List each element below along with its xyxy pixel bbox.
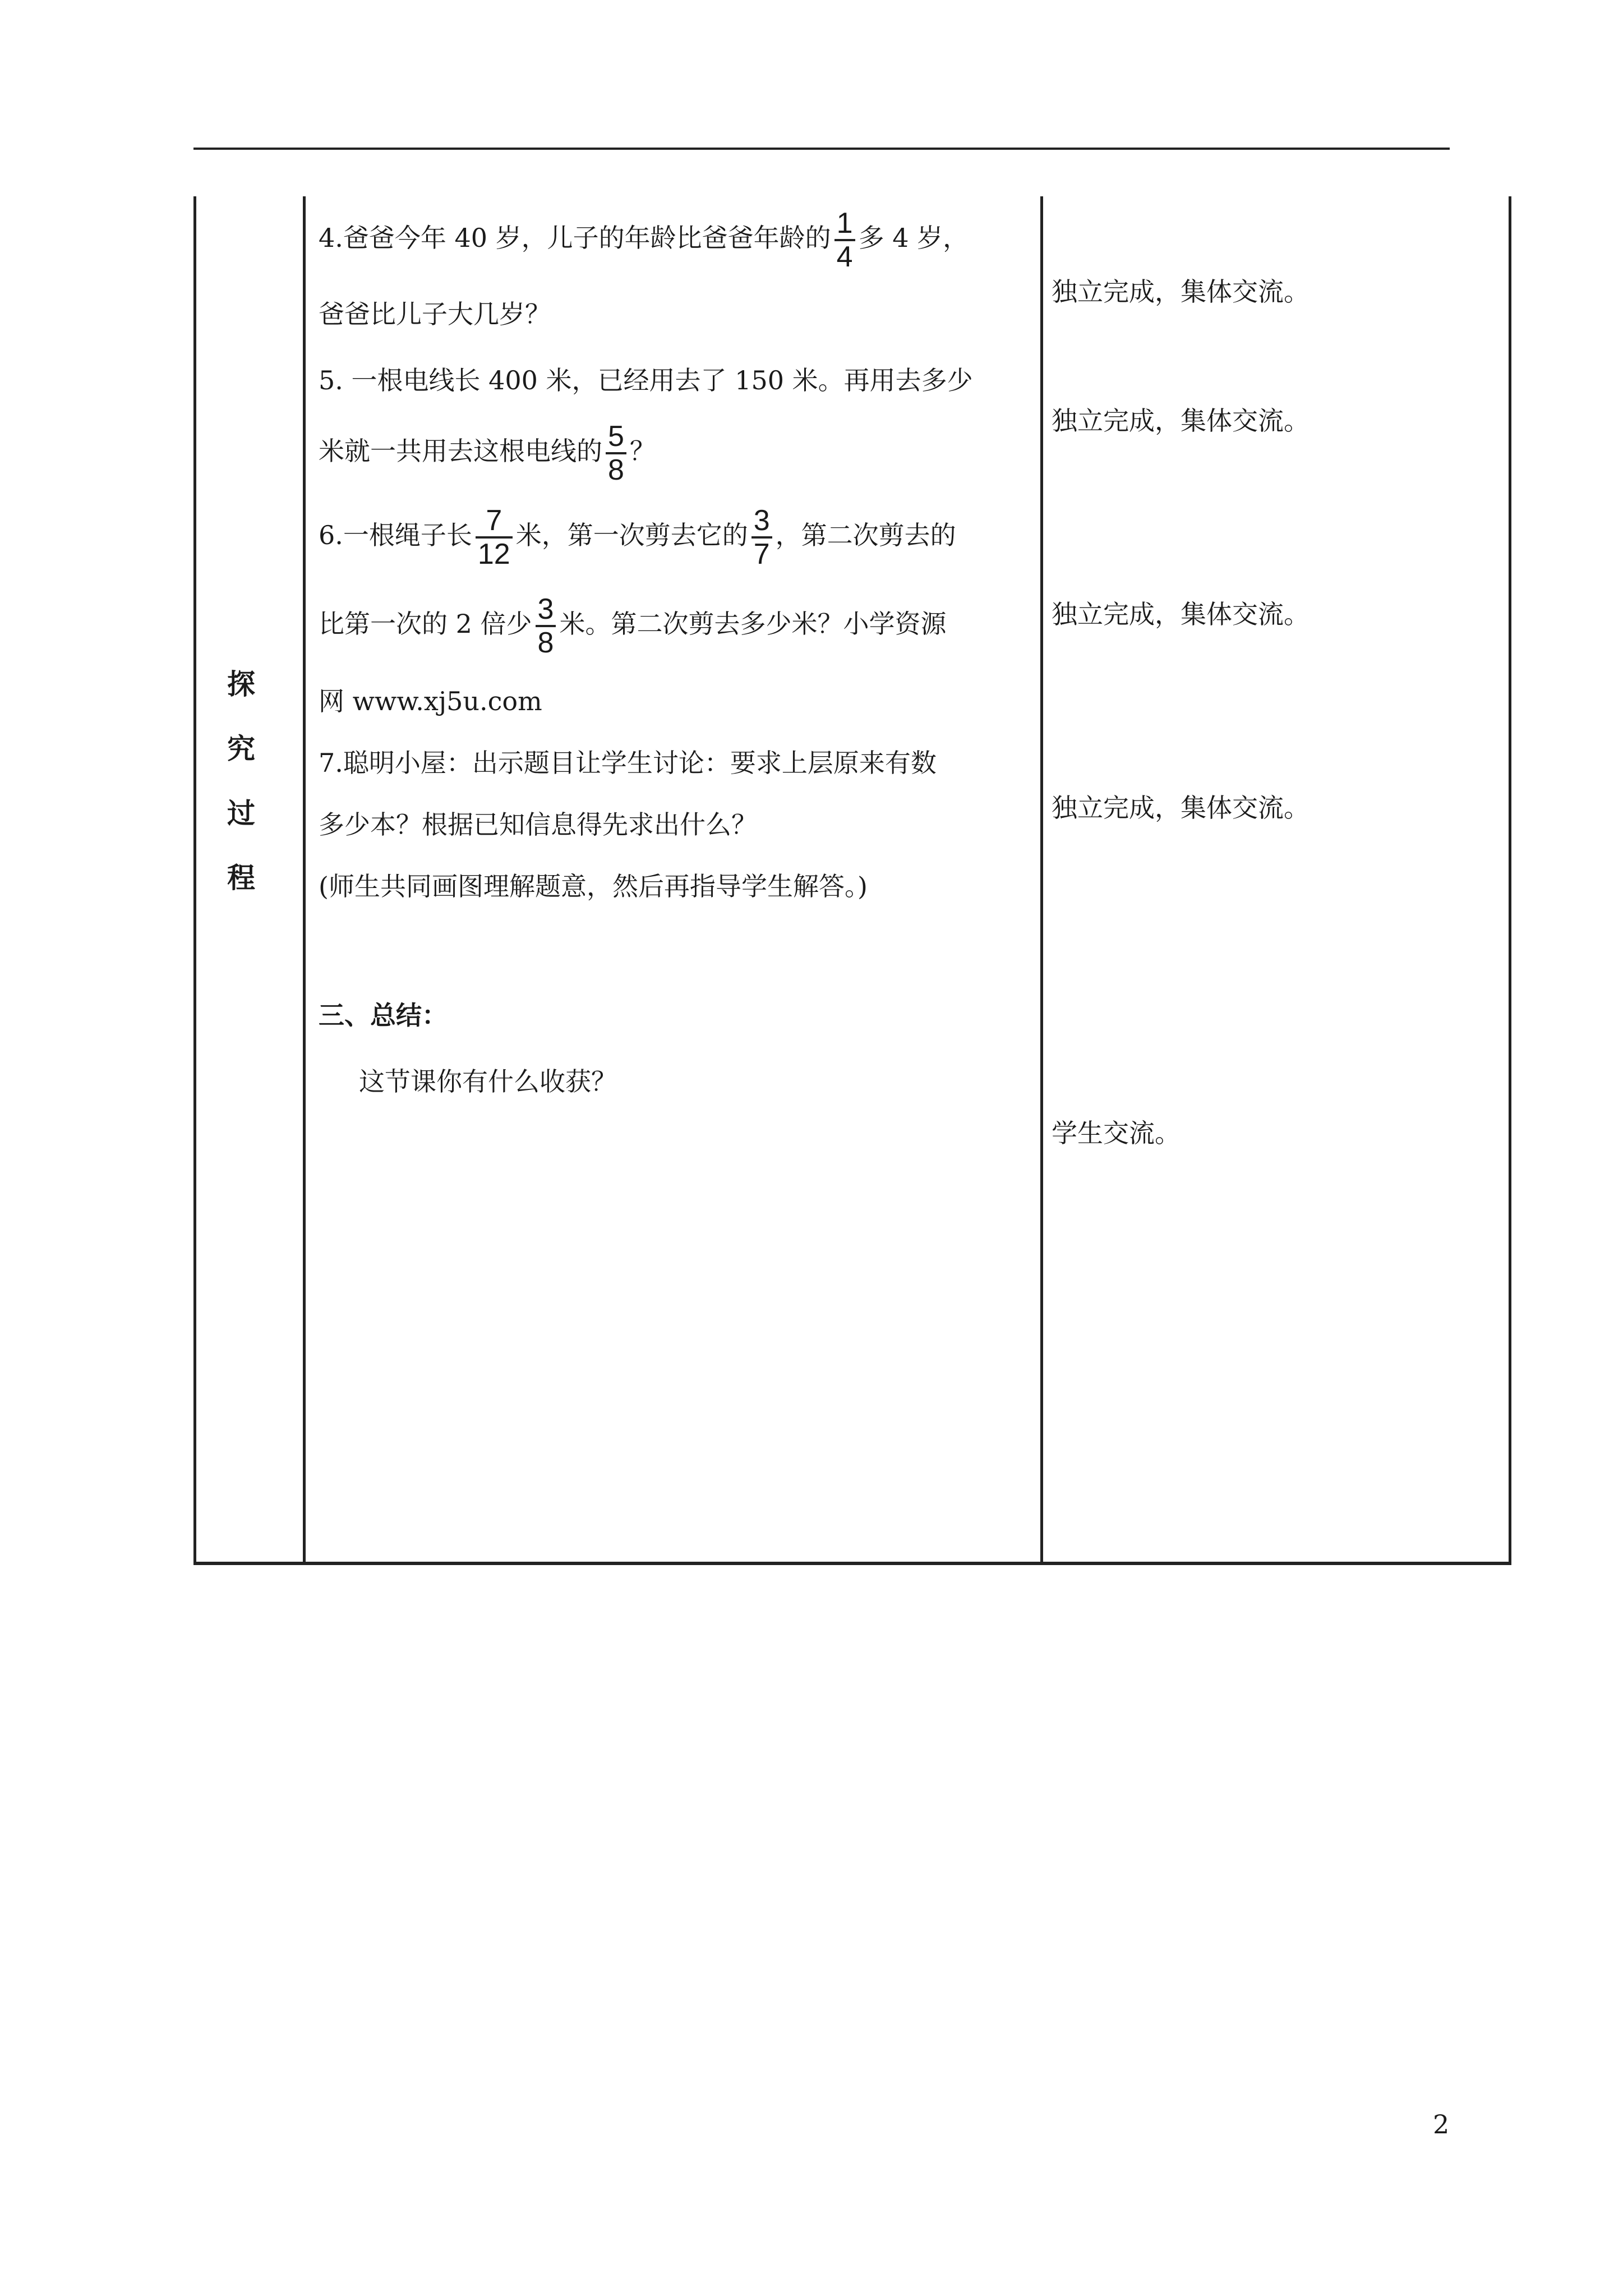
page-number: 2: [1433, 2109, 1450, 2139]
activity-problem-5: 独立完成，集体交流。: [1052, 406, 1310, 436]
activity-problem-4: 独立完成，集体交流。: [1052, 277, 1310, 307]
problem-6-line-2: [319, 593, 946, 659]
fraction-numerator: 3: [751, 505, 772, 539]
fraction-denominator: 8: [537, 627, 554, 659]
fraction-denominator: 8: [608, 454, 624, 486]
problem-5-text-b: ？: [629, 436, 656, 466]
problem-4-text-a: 4.爸爸今年 40 岁，儿子的年龄比爸爸年龄的: [319, 223, 831, 253]
fraction-denominator: 12: [477, 538, 510, 570]
fraction-three-eighths: [536, 593, 556, 659]
problem-6-line-3: 网 www.xj5u.com: [319, 686, 542, 716]
summary-heading: 三、总结：: [319, 1000, 448, 1030]
problem-4-line-2: 爸爸比儿子大几岁？: [319, 299, 551, 329]
side-label-char-1: 探: [227, 668, 255, 701]
fraction-seven-twelfths: [476, 505, 513, 570]
fraction-three-sevenths: [751, 505, 772, 570]
column-divider-2: [1040, 196, 1043, 1562]
fraction-numerator: 5: [606, 421, 626, 454]
fraction-numerator: 3: [536, 593, 556, 627]
problem-7-line-2: 多少本？根据已知信息得先求出什么？: [319, 809, 757, 840]
problem-7-line-1: 7.聪明小屋：出示题目让学生讨论：要求上层原来有数: [319, 748, 937, 778]
activity-problem-6: 独立完成，集体交流。: [1052, 599, 1310, 629]
fraction-denominator: 4: [836, 241, 853, 273]
fraction-numerator: 7: [476, 505, 513, 539]
problem-7-line-3: (师生共同画图理解题意，然后再指导学生解答。): [319, 871, 868, 901]
fraction-numerator: 1: [834, 208, 855, 241]
summary-question: 这节课你有什么收获？: [359, 1066, 617, 1097]
problem-5-line-2: [319, 421, 656, 486]
problem-6-text-e: 米。第二次剪去多少米？小学资源: [559, 609, 947, 639]
side-label-char-2: 究: [227, 732, 255, 765]
column-divider-1: [303, 196, 306, 1562]
activity-summary: 学生交流。: [1052, 1118, 1181, 1148]
side-label-char-4: 程: [227, 861, 255, 894]
problem-6-text-d: 比第一次的 2 倍少: [319, 609, 532, 639]
problem-6-text-b: 米，第一次剪去它的: [515, 520, 748, 550]
problem-6-line-1: [319, 505, 956, 570]
header-rule: [193, 148, 1450, 150]
fraction-one-quarter: [834, 208, 855, 273]
problem-5-line-1: 5. 一根电线长 400 米，已经用去了 150 米。再用去多少: [319, 365, 973, 395]
problem-6-text-a: 6.一根绳子长: [319, 520, 472, 550]
problem-4-line-1: [319, 208, 969, 273]
fraction-denominator: 7: [753, 538, 770, 570]
fraction-five-eighths: [606, 421, 626, 486]
activity-problem-7: 独立完成，集体交流。: [1052, 793, 1310, 823]
side-label-char-3: 过: [227, 797, 255, 830]
problem-6-text-c: ，第二次剪去的: [775, 520, 956, 550]
problem-5-text-a: 米就一共用去这根电线的: [319, 436, 602, 466]
problem-4-text-b: 多 4 岁，: [858, 223, 969, 253]
